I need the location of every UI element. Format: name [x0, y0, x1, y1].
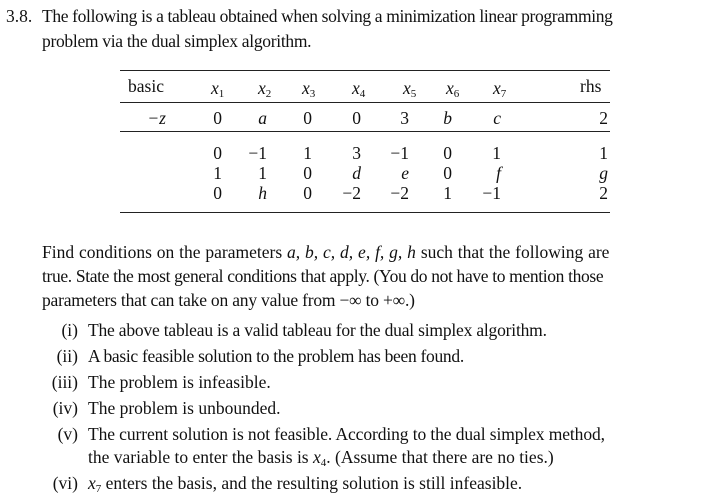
problem-number: 3.8. — [6, 6, 33, 26]
item-label: (ii) — [56, 346, 78, 366]
problem-intro-line1: The following is a tableau obtained when solving a minimization linear programming — [42, 6, 613, 26]
cell: −1 — [248, 143, 267, 163]
cell: 2 — [599, 183, 608, 203]
table-bottom-rule — [120, 212, 610, 213]
item-text: The problem is unbounded. — [88, 398, 281, 418]
item-text: the variable to enter the basis is — [88, 447, 313, 467]
table-objective-rule — [120, 131, 610, 132]
header-basic: basic — [128, 76, 164, 96]
cell: 1 — [213, 163, 222, 183]
cell: −2 — [390, 183, 409, 203]
cell: f — [496, 163, 501, 183]
variable: $x_7$ — [88, 473, 102, 495]
parameter-list: a, b, c, d, e, f, g, h — [287, 242, 416, 262]
cell: 0 — [443, 163, 452, 183]
cell: 2 — [599, 108, 608, 128]
header-x4: $x_4$ — [352, 78, 366, 100]
cell: 1 — [443, 183, 452, 203]
item-label: (vi) — [52, 473, 78, 493]
cell: e — [401, 163, 409, 183]
instructions-text: such that the following are — [415, 242, 610, 262]
item-text: The problem is infeasible. — [88, 372, 271, 392]
item-label: (iii) — [51, 372, 78, 392]
header-x7: $x_7$ — [493, 78, 507, 100]
cell: 0 — [303, 108, 312, 128]
cell: 0 — [443, 143, 452, 163]
cell: 3 — [352, 143, 361, 163]
cell: b — [443, 108, 452, 128]
cell: g — [599, 163, 608, 183]
problem-intro-line2: problem via the dual simplex algorithm. — [42, 31, 312, 51]
item-text: The above tableau is a valid tableau for the dual simplex algorithm. — [88, 320, 547, 340]
item-label: (i) — [61, 320, 78, 340]
cell: 1 — [492, 143, 501, 163]
cell: 0 — [213, 143, 222, 163]
cell: −2 — [342, 183, 361, 203]
instructions-text: Find conditions on the parameters — [42, 242, 288, 262]
cell: −1 — [482, 183, 501, 203]
cell: 1 — [599, 143, 608, 163]
cell: 0 — [213, 108, 222, 128]
table-header-rule — [120, 102, 610, 103]
item-text: The current solution is not feasible. According to the dual simplex method, — [88, 424, 605, 444]
header-x2: $x_2$ — [258, 78, 272, 100]
item-label: (v) — [57, 424, 78, 444]
cell: d — [352, 163, 361, 183]
item-label: (iv) — [52, 398, 78, 418]
cell: 1 — [258, 163, 267, 183]
list-item-continuation — [88, 447, 554, 468]
instructions-line1 — [42, 242, 609, 263]
header-x6: $x_6$ — [446, 78, 460, 100]
cell: 0 — [303, 163, 312, 183]
cell: 0 — [352, 108, 361, 128]
instructions-line3: parameters that can take on any value from −∞ to +∞.) — [42, 290, 415, 310]
cell: 1 — [303, 143, 312, 163]
cell-basic: −z — [147, 108, 166, 128]
instructions-line2: true. State the most general conditions that apply. (You do not have to mention those — [42, 266, 604, 286]
item-text: A basic feasible solution to the problem has been found. — [88, 346, 464, 366]
cell: 0 — [213, 183, 222, 203]
table-top-rule — [120, 70, 610, 71]
item-text: . (Assume that there are no ties.) — [326, 447, 554, 467]
cell: c — [493, 108, 501, 128]
header-x3: $x_3$ — [302, 78, 316, 100]
cell: h — [258, 183, 267, 203]
item-text: $x_7$ enters the basis, and the resulting solution is still infeasible. — [88, 473, 523, 495]
cell: 3 — [400, 108, 409, 128]
header-x5: $x_5$ — [403, 78, 417, 100]
cell: 0 — [303, 183, 312, 203]
variable: $x_4$ — [313, 447, 327, 469]
cell: −1 — [390, 143, 409, 163]
cell: a — [258, 108, 267, 128]
header-x1: $x_1$ — [211, 78, 225, 100]
header-rhs: rhs — [580, 76, 602, 96]
